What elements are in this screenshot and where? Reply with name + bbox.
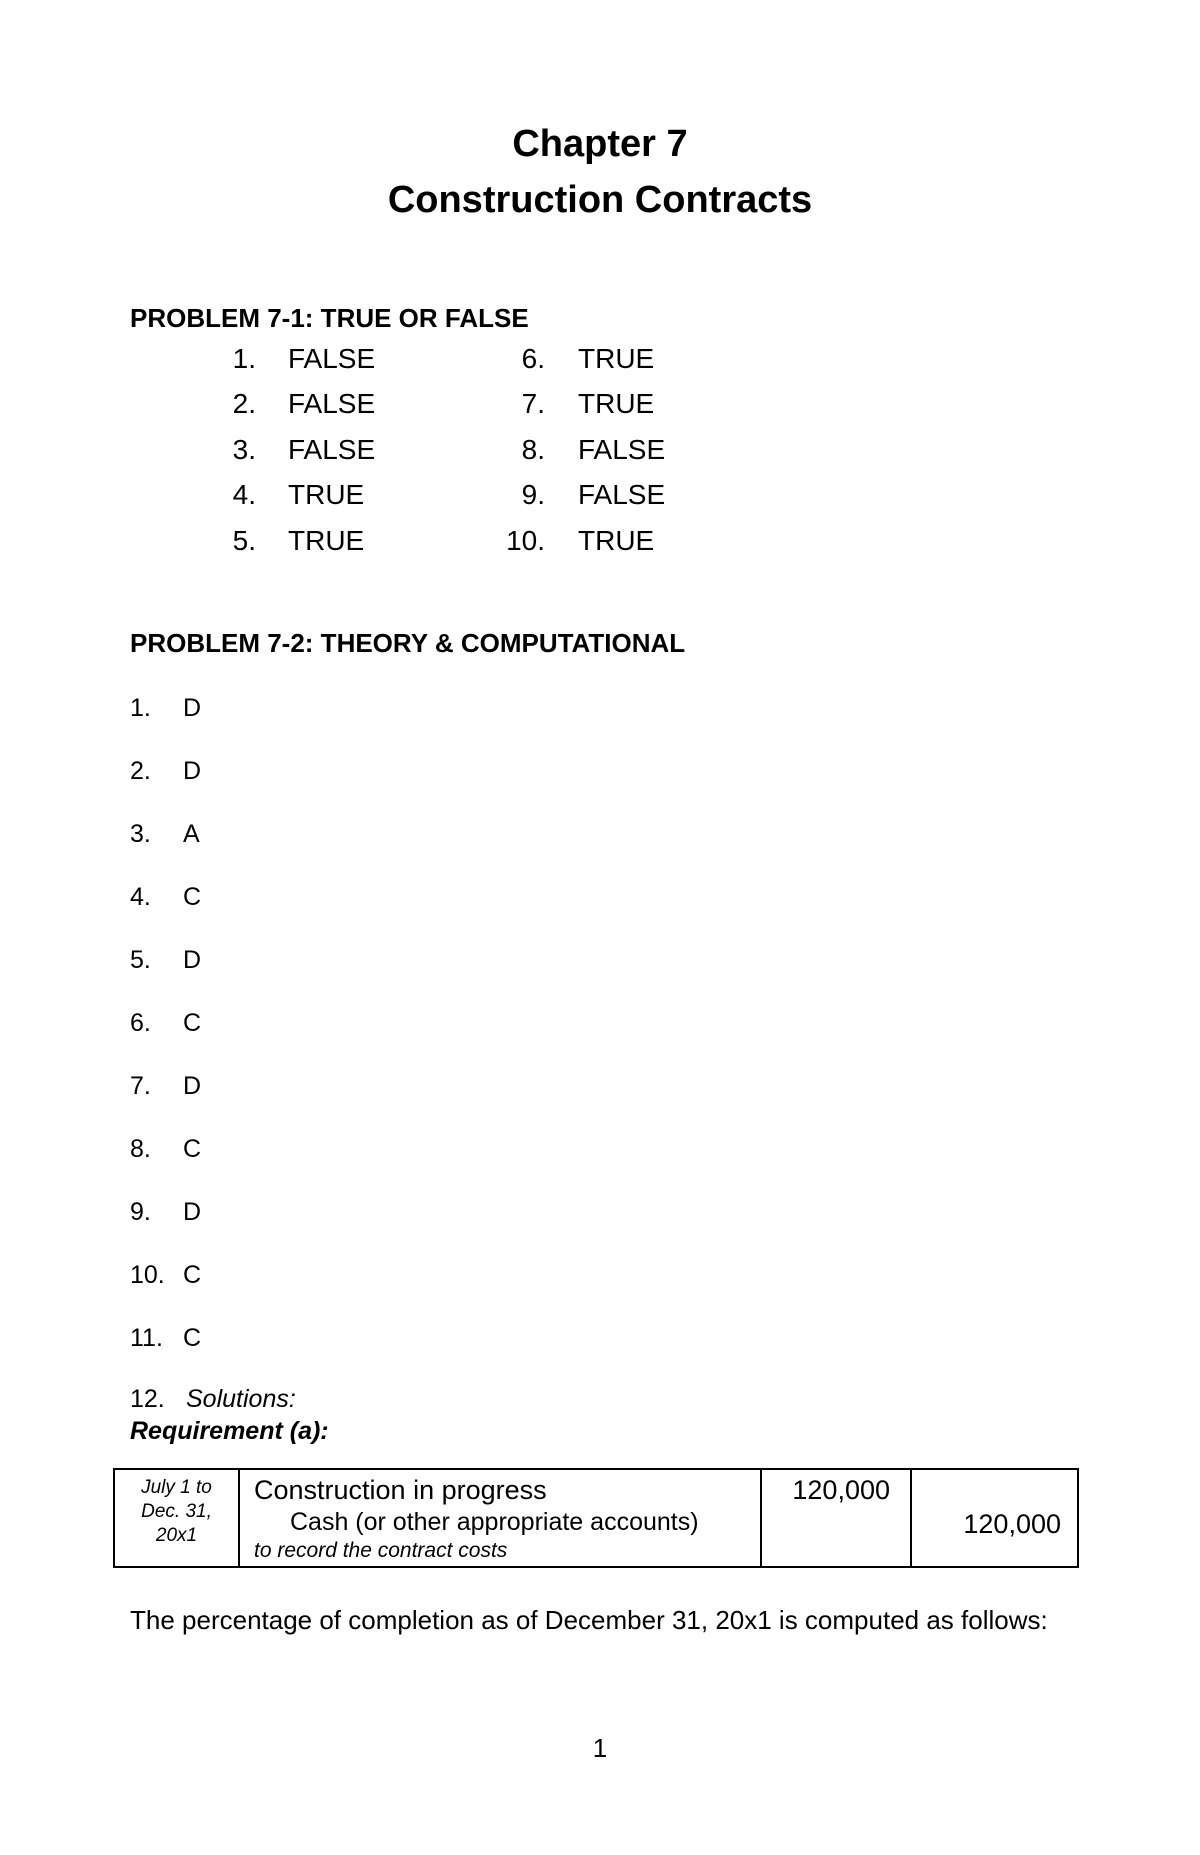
tf-number: 4. — [232, 479, 256, 510]
entry-description: to record the contract costs — [254, 1539, 508, 1562]
mc-number: 9. — [130, 1198, 151, 1226]
tf-answer: TRUE — [578, 525, 655, 556]
mc-number: 11. — [130, 1324, 163, 1352]
problem-7-2-heading: PROBLEM 7-2: THEORY & COMPUTATIONAL — [130, 628, 686, 658]
debit-account: Construction in progress — [254, 1475, 547, 1505]
tf-number: 10. — [506, 525, 545, 556]
tf-number: 3. — [232, 434, 256, 465]
tf-number: 1. — [232, 343, 256, 374]
requirement-a-label: Requirement (a): — [130, 1417, 329, 1445]
mc-answer: D — [183, 1198, 202, 1226]
tf-number: 5. — [232, 525, 256, 556]
mc-number: 1. — [130, 694, 151, 722]
problem-7-1-heading: PROBLEM 7-1: TRUE OR FALSE — [130, 303, 529, 333]
mc-answer: D — [183, 946, 202, 974]
journal-date-cell — [114, 1469, 239, 1567]
tf-number: 8. — [521, 434, 545, 465]
mc-answer: D — [183, 757, 202, 785]
tf-number: 9. — [521, 479, 545, 510]
tf-answer: TRUE — [578, 343, 655, 374]
tf-answer: FALSE — [288, 388, 376, 419]
body-paragraph: The percentage of completion as of December 31, 20x1 is computed as follows: — [130, 1605, 1048, 1635]
tf-answer: TRUE — [288, 479, 365, 510]
tf-answer: FALSE — [578, 434, 666, 465]
mc-answer: C — [183, 1009, 202, 1037]
credit-cell — [911, 1469, 1078, 1567]
tf-answer: FALSE — [288, 343, 376, 374]
mc-answer: A — [183, 820, 200, 848]
solutions-label: Solutions: — [186, 1385, 296, 1413]
journal-date-line: Dec. 31, — [141, 1501, 212, 1522]
journal-entry-table — [113, 1468, 1079, 1568]
mc-answer: D — [183, 1072, 202, 1100]
tf-answer: FALSE — [578, 479, 666, 510]
tf-number: 6. — [521, 343, 545, 374]
journal-date-line: July 1 to — [141, 1477, 212, 1498]
chapter-title: Chapter 7 — [512, 123, 688, 165]
tf-number: 2. — [232, 388, 256, 419]
mc-answer: D — [183, 694, 202, 722]
mc-answer: C — [183, 1261, 202, 1289]
mc-answer: C — [183, 1324, 202, 1352]
debit-amount: 120,000 — [792, 1475, 890, 1505]
mc-number: 7. — [130, 1072, 151, 1100]
debit-cell — [761, 1469, 911, 1567]
mc-number: 6. — [130, 1009, 151, 1037]
mc-number: 8. — [130, 1135, 151, 1163]
mc-number: 12. — [130, 1385, 165, 1413]
journal-accounts-cell — [239, 1469, 761, 1567]
table-row — [114, 1469, 1078, 1567]
tf-answer: TRUE — [578, 388, 655, 419]
page-number: 1 — [592, 1733, 608, 1763]
mc-number: 10. — [130, 1261, 165, 1289]
mc-number: 4. — [130, 883, 151, 911]
mc-number: 2. — [130, 757, 151, 785]
tf-answer: FALSE — [288, 434, 376, 465]
credit-amount: 120,000 — [963, 1509, 1061, 1539]
tf-answer: TRUE — [288, 525, 365, 556]
mc-answer: C — [183, 883, 202, 911]
journal-date-line: 20x1 — [155, 1525, 198, 1546]
mc-number: 5. — [130, 946, 151, 974]
credit-account: Cash (or other appropriate accounts) — [290, 1508, 699, 1536]
mc-answer: C — [183, 1135, 202, 1163]
chapter-subtitle: Construction Contracts — [387, 179, 813, 221]
tf-number: 7. — [521, 388, 545, 419]
mc-number: 3. — [130, 820, 151, 848]
